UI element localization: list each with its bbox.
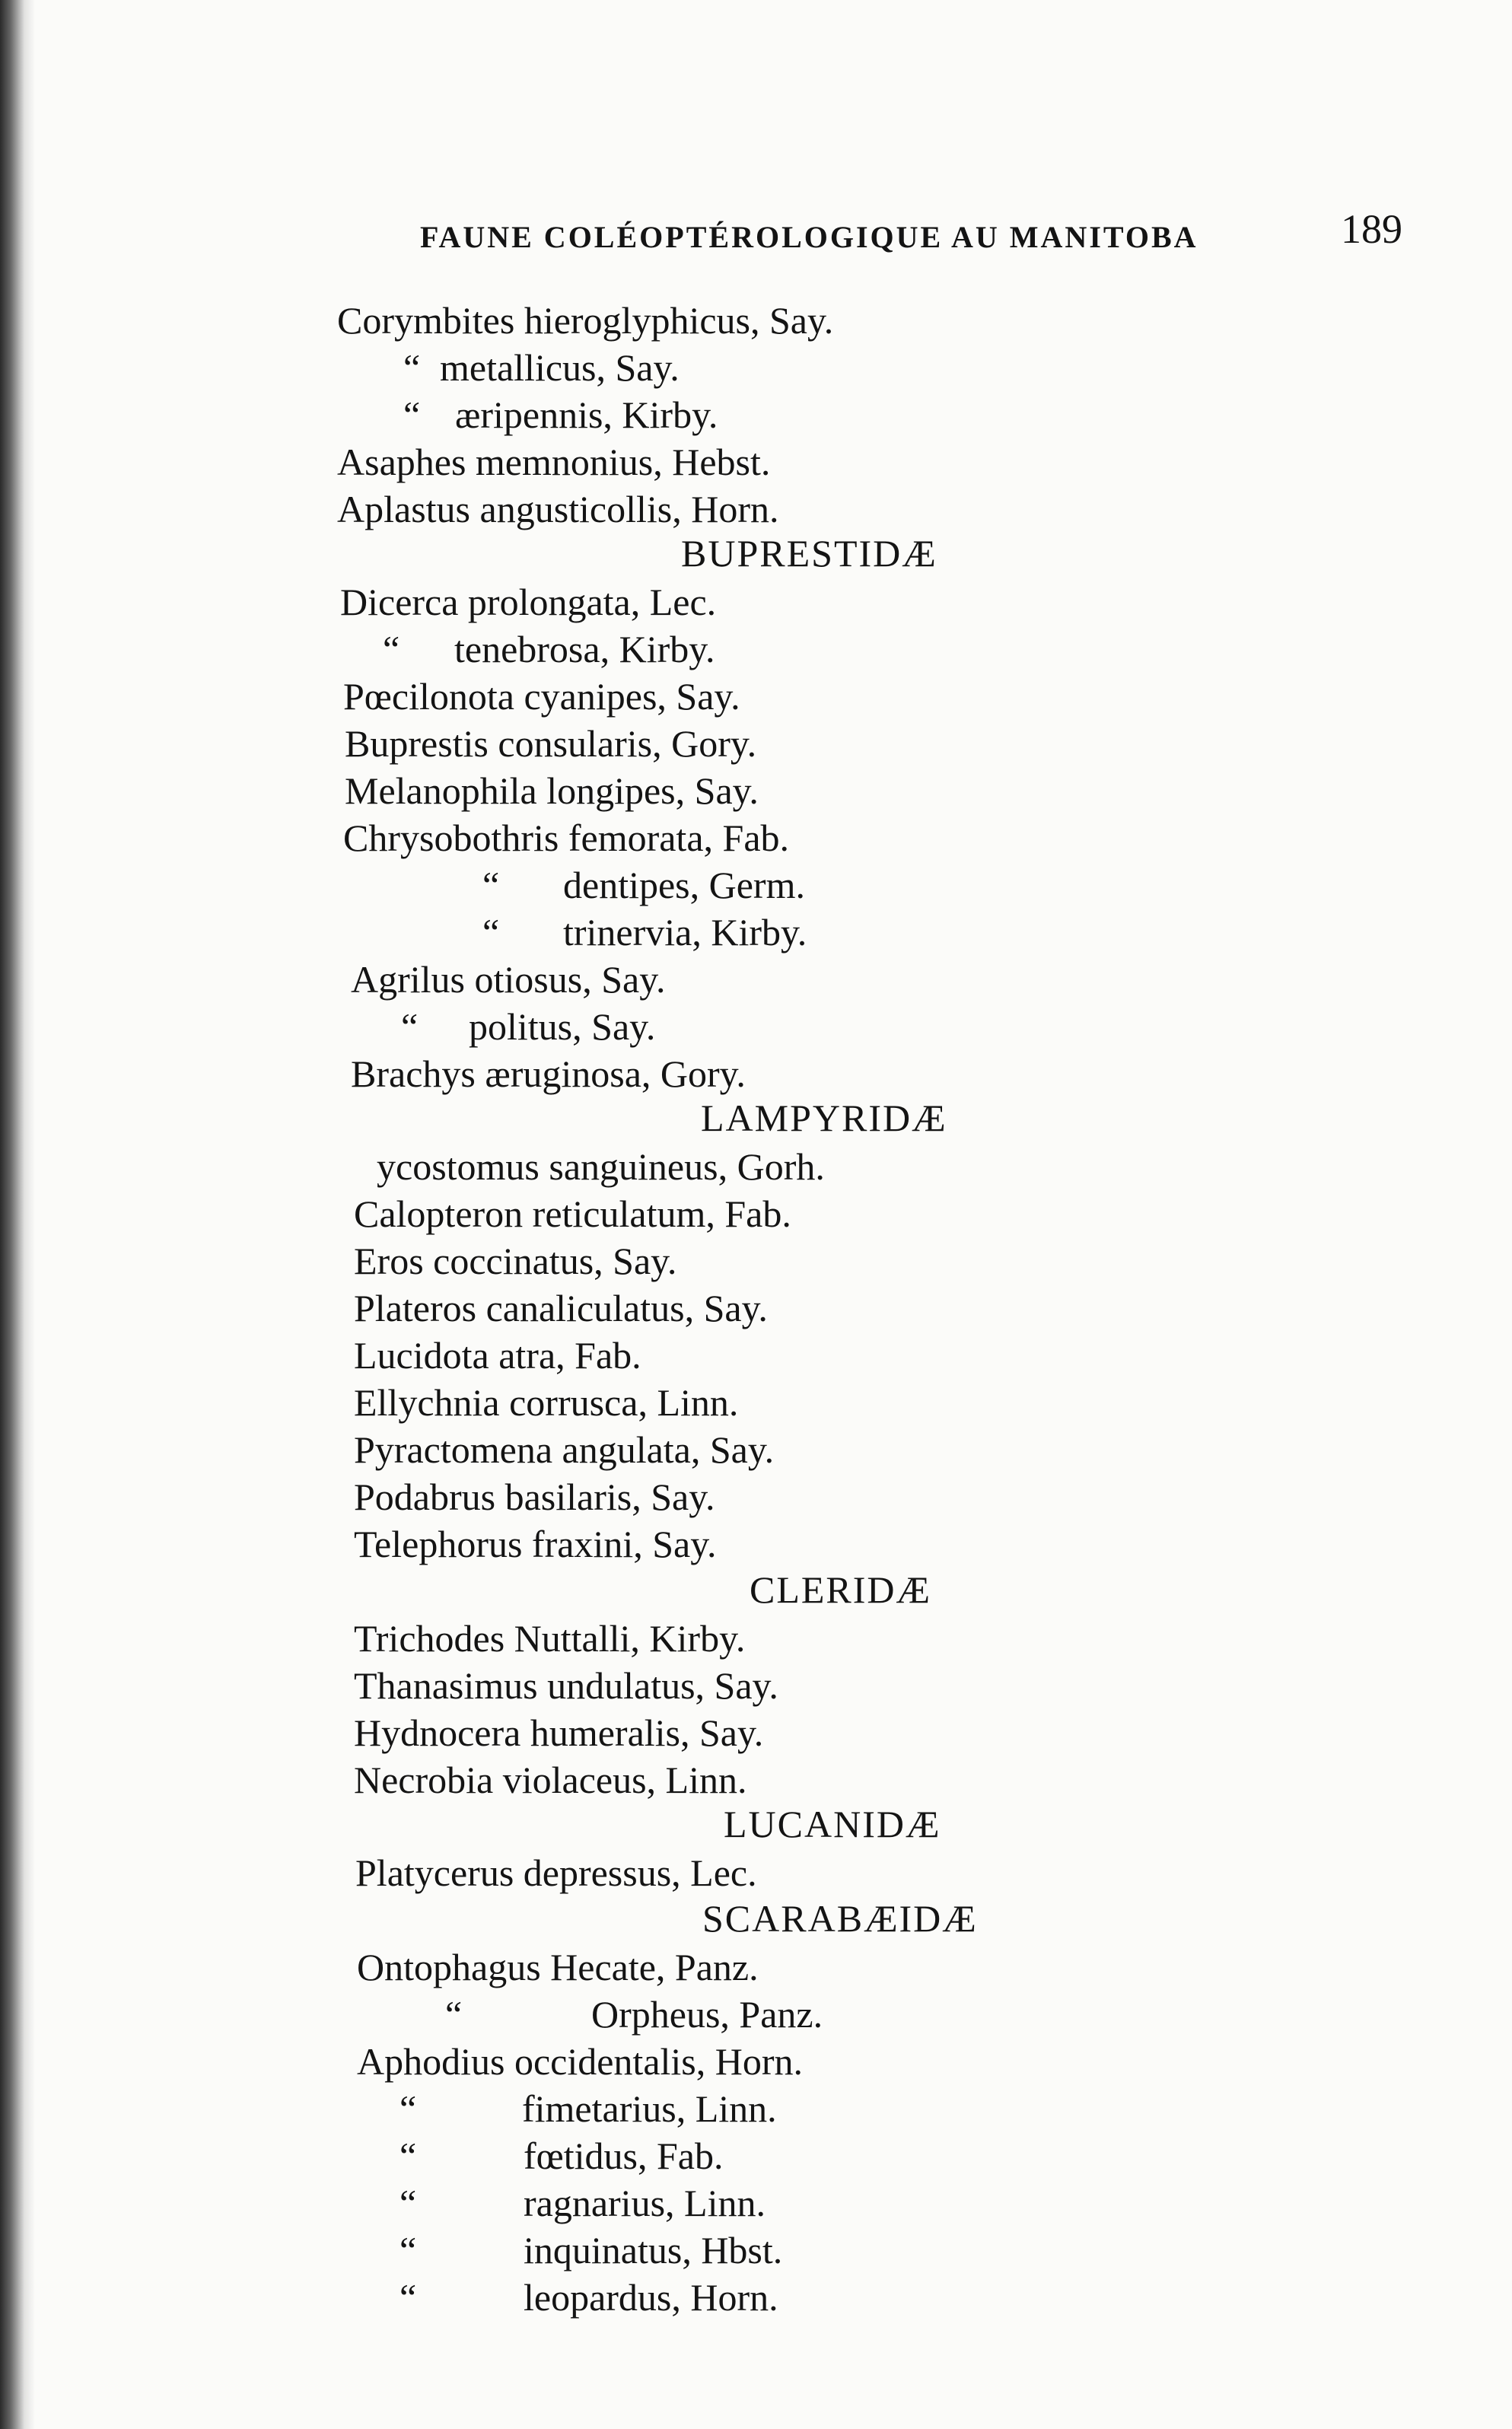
species-name: trinervia, Kirby. [563, 911, 807, 953]
species-entry [399, 2132, 724, 2179]
species-name: æripennis, Kirby. [455, 393, 718, 436]
page-header [0, 205, 1512, 266]
ditto-mark: “ [399, 2135, 417, 2177]
species-entry: Telephorus fraxini, Say. [354, 1523, 717, 1565]
ditto-mark: “ [401, 1005, 419, 1048]
family-heading: SCARABÆIDÆ [702, 1897, 978, 1940]
species-entry [399, 2274, 778, 2321]
species-entry [403, 344, 680, 391]
family-heading: LUCANIDÆ [724, 1803, 941, 1845]
species-entry [399, 2179, 766, 2227]
ditto-mark: “ [445, 1993, 463, 2036]
species-entry: Dicerca prolongata, Lec. [340, 581, 717, 623]
species-entry: Pœcilonota cyanipes, Say. [343, 675, 740, 718]
species-entry: Asaphes memnonius, Hebst. [337, 441, 771, 483]
species-entry: Aplastus angusticollis, Horn. [337, 488, 779, 530]
species-entry: Agrilus otiosus, Say. [351, 958, 666, 1001]
species-entry: Ellychnia corrusca, Linn. [354, 1381, 739, 1424]
species-entry: Brachys æruginosa, Gory. [351, 1052, 746, 1095]
species-name: dentipes, Germ. [563, 864, 805, 906]
species-entry [403, 391, 718, 438]
family-heading: LAMPYRIDÆ [701, 1097, 947, 1139]
ditto-mark: “ [482, 911, 500, 953]
ditto-mark: “ [399, 2087, 417, 2130]
species-entry [482, 861, 805, 909]
ditto-mark: “ [399, 2229, 417, 2271]
species-entry: Chrysobothris femorata, Fab. [343, 817, 790, 859]
species-entry: Hydnocera humeralis, Say. [354, 1711, 764, 1754]
species-name: ragnarius, Linn. [524, 2182, 766, 2224]
species-name: Orpheus, Panz. [591, 1993, 823, 2036]
species-entry: Lucidota atra, Fab. [354, 1334, 641, 1377]
species-name: politus, Say. [469, 1005, 656, 1048]
species-name: leopardus, Horn. [524, 2276, 778, 2319]
species-entry [445, 1991, 823, 2038]
species-entry [399, 2085, 777, 2132]
ditto-mark: “ [383, 628, 400, 670]
species-entry: Platycerus depressus, Lec. [355, 1851, 757, 1894]
species-entry: Thanasimus undulatus, Say. [354, 1664, 778, 1707]
species-entry: Ontophagus Hecate, Panz. [357, 1946, 759, 1988]
species-entry: Corymbites hieroglyphicus, Say. [337, 299, 834, 342]
ditto-mark: “ [403, 346, 421, 389]
species-entry [399, 2227, 783, 2274]
species-entry: ycostomus sanguineus, Gorh. [377, 1145, 825, 1188]
page-number: 189 [1341, 206, 1402, 252]
family-heading: CLERIDÆ [750, 1568, 931, 1611]
species-entry: Pyractomena angulata, Say. [354, 1428, 775, 1471]
species-name: tenebrosa, Kirby. [454, 628, 715, 670]
species-entry [482, 909, 807, 956]
species-entry: Podabrus basilaris, Say. [354, 1476, 715, 1518]
species-entry: Aphodius occidentalis, Horn. [357, 2040, 804, 2083]
species-entry: Melanophila longipes, Say. [345, 769, 759, 812]
ditto-mark: “ [403, 393, 421, 436]
species-name: fœtidus, Fab. [524, 2135, 724, 2177]
species-entry: Calopteron reticulatum, Fab. [354, 1192, 791, 1235]
species-entry [401, 1003, 656, 1050]
species-name: metallicus, Say. [440, 346, 680, 389]
page-edge-shadow [0, 0, 35, 2429]
species-entry: Necrobia violaceus, Linn. [354, 1759, 747, 1801]
ditto-mark: “ [482, 864, 500, 906]
species-entry: Eros coccinatus, Say. [354, 1240, 677, 1282]
species-entry: Buprestis consularis, Gory. [345, 722, 757, 765]
species-entry: Trichodes Nuttalli, Kirby. [354, 1617, 746, 1660]
ditto-mark: “ [399, 2276, 417, 2319]
family-heading: BUPRESTIDÆ [681, 532, 937, 575]
species-name: fimetarius, Linn. [522, 2087, 777, 2130]
ditto-mark: “ [399, 2182, 417, 2224]
species-name: inquinatus, Hbst. [524, 2229, 783, 2271]
species-entry [383, 626, 715, 673]
species-entry: Plateros canaliculatus, Say. [354, 1287, 768, 1329]
running-title: FAUNE COLÉOPTÉROLOGIQUE AU MANITOBA [420, 220, 1198, 254]
